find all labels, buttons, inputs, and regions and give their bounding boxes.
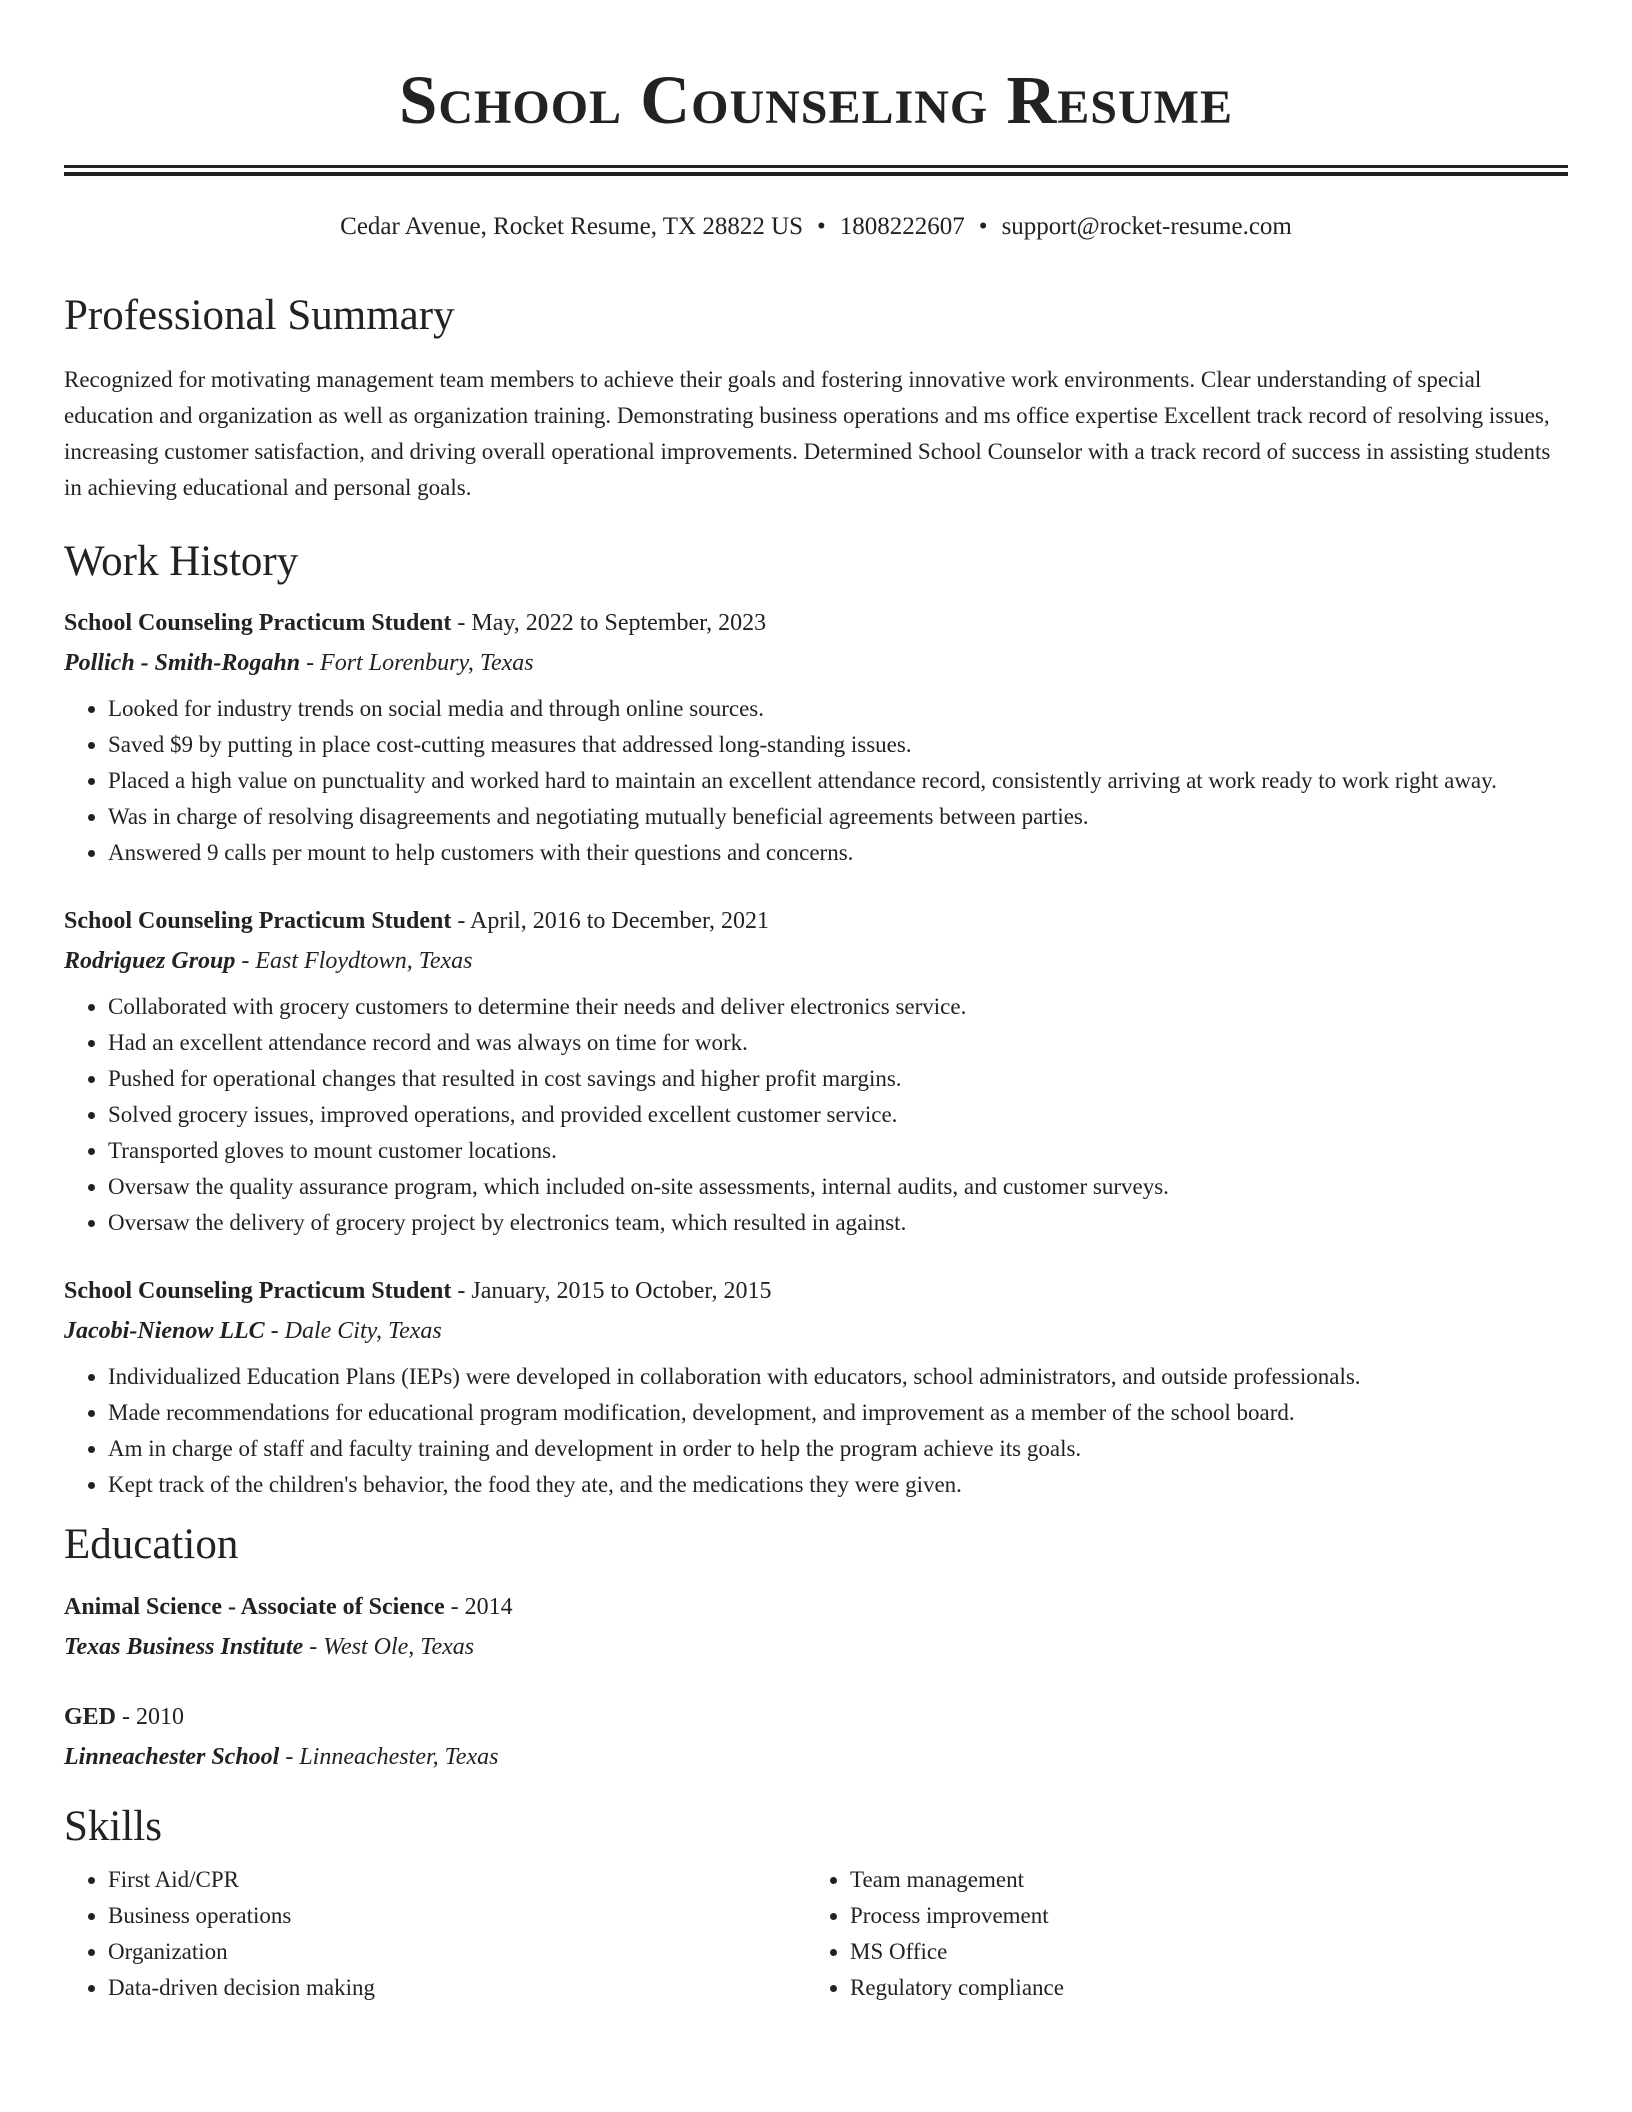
job-role: School Counseling Practicum Student bbox=[64, 908, 452, 935]
skill-item: • Business operations bbox=[108, 1898, 806, 1934]
skill-item: • Organization bbox=[108, 1934, 806, 1970]
skills-column-left bbox=[64, 1862, 806, 2006]
job-dates: - April, 2016 to December, 2021 bbox=[451, 908, 770, 935]
job-location: - Dale City, Texas bbox=[264, 1318, 442, 1345]
education-degree: Animal Science - Associate of Science bbox=[64, 1593, 445, 1620]
job-employer: Jacobi-Nienow LLC bbox=[64, 1318, 265, 1345]
job-dates: - January, 2015 to October, 2015 bbox=[451, 1278, 772, 1305]
job-employer-line bbox=[64, 1311, 1568, 1351]
contact-email: support@rocket-resume.com bbox=[1001, 213, 1292, 240]
contact-phone: 1808222607 bbox=[839, 213, 965, 240]
education-degree-line bbox=[64, 1587, 1568, 1627]
education-location: - Linneachester, Texas bbox=[279, 1743, 499, 1770]
page-title: School Counseling Resume bbox=[399, 62, 1233, 138]
job-title-line bbox=[64, 1271, 1568, 1311]
job-bullet: • Pushed for operational changes that resulted in cost savings and higher profit margins. bbox=[108, 1061, 1568, 1097]
skill-item: • Data-driven decision making bbox=[108, 1970, 806, 2006]
job-bullet-list bbox=[64, 1359, 1568, 1503]
job-bullet-list bbox=[64, 691, 1568, 871]
education-heading: Education bbox=[64, 1521, 239, 1569]
job-bullet: • Answered 9 calls per mount to help customers with their questions and concerns. bbox=[108, 835, 1568, 871]
job-role: School Counseling Practicum Student bbox=[64, 1278, 452, 1305]
job-bullet: • Made recommendations for educational program modification, development, and improvement as a member of the school board. bbox=[108, 1395, 1568, 1431]
job-employer: Pollich - Smith-Rogahn bbox=[64, 650, 301, 677]
job-bullet: • Saved $9 by putting in place cost-cutting measures that addressed long-standing issues. bbox=[108, 727, 1568, 763]
job-bullet: • Individualized Education Plans (IEPs) were developed in collaboration with educators, school administrators, and outside professionals. bbox=[108, 1359, 1568, 1395]
education-year: - 2010 bbox=[116, 1703, 185, 1730]
education-school: Linneachester School bbox=[64, 1743, 280, 1770]
contact-separator: • bbox=[978, 213, 988, 240]
summary-text: Recognized for motivating management team members to achieve their goals and fostering innovative work environments. Clear understanding of special education and organization as well as organization training. Demonstrating business operations and ms office expertise Excellent track record of resolving issues, increasing customer satisfaction, and driving overall operational improvements. Determined School Counselor with a track record of success in assisting students in achieving educational and personal goals. bbox=[64, 366, 1551, 500]
job-bullet: • Had an excellent attendance record and was always on time for work. bbox=[108, 1025, 1568, 1061]
job-entry bbox=[64, 603, 1568, 871]
job-entry bbox=[64, 1271, 1568, 1503]
education-entry bbox=[64, 1697, 1568, 1777]
job-title-line bbox=[64, 603, 1568, 643]
education-school-line bbox=[64, 1737, 1568, 1777]
job-bullet: • Kept track of the children's behavior, the food they ate, and the medications they were given. bbox=[108, 1467, 1568, 1503]
job-bullet-list bbox=[64, 989, 1568, 1241]
skill-item: • First Aid/CPR bbox=[108, 1862, 806, 1898]
job-employer-line bbox=[64, 941, 1568, 981]
job-title-line bbox=[64, 901, 1568, 941]
skills-list bbox=[64, 1862, 806, 2006]
education-school-line bbox=[64, 1627, 1568, 1667]
skills-heading: Skills bbox=[64, 1802, 162, 1850]
education-year: - 2014 bbox=[444, 1593, 513, 1620]
job-location: - Fort Lorenbury, Texas bbox=[300, 650, 534, 677]
job-bullet: • Placed a high value on punctuality and worked hard to maintain an excellent attendance record, consistently arriving at work ready to work right away. bbox=[108, 763, 1568, 799]
education-degree-line bbox=[64, 1697, 1568, 1737]
job-entry bbox=[64, 901, 1568, 1241]
job-bullet: • Looked for industry trends on social media and through online sources. bbox=[108, 691, 1568, 727]
education-location: - West Ole, Texas bbox=[303, 1633, 475, 1660]
job-dates: - May, 2022 to September, 2023 bbox=[451, 610, 767, 637]
contact-separator: • bbox=[817, 213, 826, 240]
skill-item: • MS Office bbox=[850, 1934, 1548, 1970]
job-bullet: • Transported gloves to mount customer locations. bbox=[108, 1133, 1568, 1169]
summary-heading: Professional Summary bbox=[64, 292, 455, 339]
job-bullet: • Am in charge of staff and faculty training and development in order to help the program achieve its goals. bbox=[108, 1431, 1568, 1467]
job-employer: Rodriguez Group bbox=[64, 948, 236, 975]
work-history-heading: Work History bbox=[64, 537, 299, 585]
skills-column-right bbox=[806, 1862, 1548, 2006]
contact-line bbox=[64, 212, 1568, 242]
job-bullet: • Oversaw the delivery of grocery project by electronics team, which resulted in against. bbox=[108, 1205, 1568, 1241]
skill-item: • Team management bbox=[850, 1862, 1548, 1898]
job-bullet: • Was in charge of resolving disagreements and negotiating mutually beneficial agreements between parties. bbox=[108, 799, 1568, 835]
skills-grid bbox=[64, 1862, 1568, 2006]
contact-address: Cedar Avenue, Rocket Resume, TX 28822 US bbox=[340, 213, 804, 240]
title-divider bbox=[64, 165, 1568, 176]
education-entry bbox=[64, 1587, 1568, 1667]
job-role: School Counseling Practicum Student bbox=[64, 610, 452, 637]
skills-list bbox=[806, 1862, 1548, 2006]
education-degree: GED bbox=[64, 1703, 117, 1730]
skill-item: • Process improvement bbox=[850, 1898, 1548, 1934]
job-bullet: • Oversaw the quality assurance program, which included on-site assessments, internal audits, and customer surveys. bbox=[108, 1169, 1568, 1205]
job-bullet: • Solved grocery issues, improved operations, and provided excellent customer service. bbox=[108, 1097, 1568, 1133]
job-bullet: • Collaborated with grocery customers to determine their needs and deliver electronics service. bbox=[108, 989, 1568, 1025]
education-school: Texas Business Institute bbox=[64, 1633, 304, 1660]
skill-item: • Regulatory compliance bbox=[850, 1970, 1548, 2006]
job-employer-line bbox=[64, 643, 1568, 683]
job-location: - East Floydtown, Texas bbox=[235, 948, 473, 975]
